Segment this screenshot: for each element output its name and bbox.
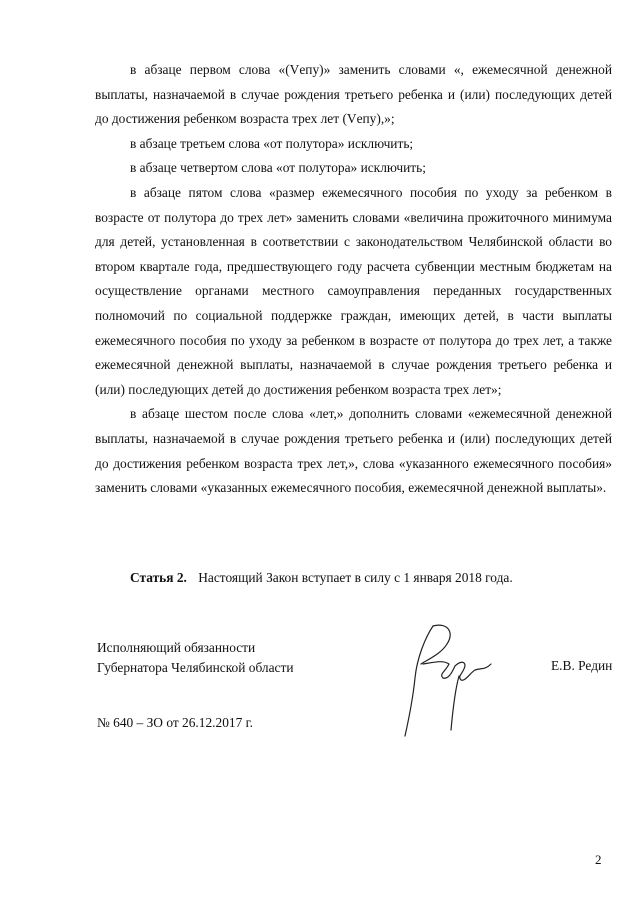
paragraph-4: в абзаце пятом слова «размер ежемесячного пособия по уходу за ребенком в возрасте от полутора до трех лет» заменить словами «величина прожиточного минимума для детей, установленная в соответствии с законодательством Челябинской области во втором квартале года, предшествующего году расчета субвенции местным бюджетам на осуществление органами местного самоуправления переданных государственных полномочий по социальной поддержке граждан, имеющих детей, в части выплаты ежемесячного пособия по уходу за ребенком в возрасте от полутора до трех лет, а также ежемесячной денежной выплаты, назначаемой в случае рождения третьего ребенка и (или) последующих детей до достижения ребенком возраста трех лет»; bbox=[95, 184, 612, 397]
amendments-text bbox=[95, 58, 612, 501]
article-text: Настоящий Закон вступает в силу с 1 января 2018 года. bbox=[198, 570, 513, 585]
paragraph-3: в абзаце четвертом слова «от полутора» исключить; bbox=[130, 160, 426, 176]
signer-position-line-2: Губернатора Челябинской области bbox=[97, 660, 294, 675]
paragraph-1: в абзаце первом слова «(Vепу)» заменить словами «, ежемесячной денежной выплаты, назначаемой в случае рождения третьего ребенка и (или) последующих детей до достижения ребенком возраста трех лет (Vепу),»; bbox=[95, 62, 612, 127]
page-number: 2 bbox=[595, 852, 602, 867]
document-number: № 640 – ЗО от 26.12.2017 г. bbox=[97, 715, 253, 730]
article-2 bbox=[130, 566, 610, 590]
paragraph-2: в абзаце третьем слова «от полутора» исключить; bbox=[130, 135, 414, 151]
signer-position-line-1: Исполняющий обязанности bbox=[97, 640, 256, 655]
signer-position bbox=[97, 638, 294, 678]
signer-name: Е.В. Редин bbox=[551, 658, 613, 673]
paragraph-5: в абзаце шестом после слова «лет,» дополнить словами «ежемесячной денежной выплаты, назначаемой в случае рождения третьего ребенка и (или) последующих детей до достижения ребенком возраста трех лет,», слова «указанного ежемесячного пособия» заменить словами «указанных ежемесячного пособия, ежемесячной денежной выплаты». bbox=[95, 406, 612, 496]
handwritten-signature bbox=[395, 618, 515, 748]
article-label: Статья 2. bbox=[130, 570, 187, 585]
